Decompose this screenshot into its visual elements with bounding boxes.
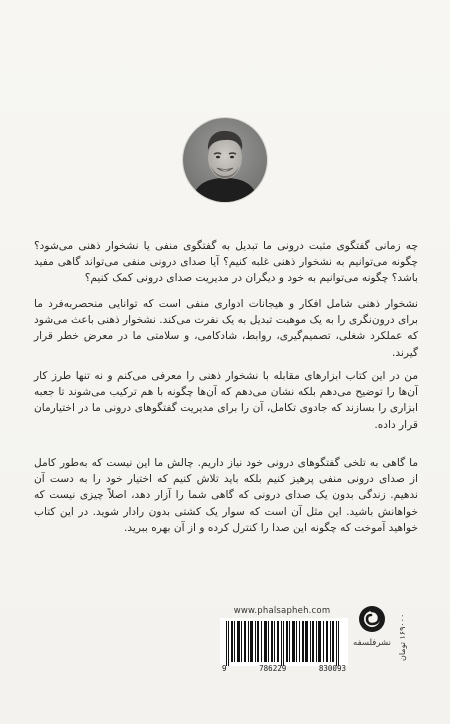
paragraph-tools: من در این کتاب ابزارهای مقابله با نشخوار ذهنی را معرفی می‌کنم و نه تنها طرز کار آن‌ها را توضیح می‌دهم بلکه نشان می‌دهم که آن‌ها چگونه با هم ترکیب می‌شوند تا جعبه ابزاری را بسازند که جادوی تکامل، آن را برای مدیریت گفتگوهای درونی ما در اختیارمان قرار داده. — [34, 370, 418, 431]
paragraph-rumination-definition: نشخوار ذهنی شامل افکار و هیجانات ادواری منفی است که توانایی منحصربه‌فرد ما برای درون‌نگری را به یک موهبت تبدیل به یک نفرت می‌کند. نشخوار ذهنی باعث می‌شود که عملکرد شغلی، تصمیم‌گیری، روابط، شادکامی، و سلامتی ما در معرض خطر قرار گیرند. — [34, 298, 418, 359]
isbn-prefix: 9 — [222, 664, 227, 673]
author-photo-icon — [183, 118, 267, 202]
price-label: ۱۶۹۰۰۰ تومان — [398, 614, 407, 662]
isbn-number — [220, 664, 348, 673]
publisher-logo-icon — [357, 604, 387, 634]
barcode-icon — [220, 618, 348, 666]
publisher-website: www.phalsapheh.com — [233, 606, 331, 616]
isbn-barcode — [220, 618, 348, 666]
cover-footer — [0, 600, 450, 724]
publisher-logo — [352, 604, 392, 654]
isbn-group-2: 830093 — [318, 664, 346, 673]
isbn-group-1: 786229 — [259, 664, 287, 673]
paragraph-inner-voice: ما گاهی به تلخی گفتگوهای درونی خود نیاز داریم. چالش ما این نیست که به‌طور کامل از صدای درونی منفی پرهیز کنیم بلکه باید تلاش کنیم که اختیار خود را به دست آن ندهیم. زندگی بدون یک صدای درونی که گاهی شما را آزار دهد، اصلاً چیزی نیست که خواهانش باشید. این مثل آن است که سوار یک کشتی بدون رادار شوید. در این کتاب خواهید آموخت که چگونه این صدا را کنترل کرده و از آن بهره ببرید. — [34, 457, 418, 534]
author-portrait — [183, 118, 267, 202]
publisher-name: نشرفلسفه — [353, 638, 391, 648]
paragraph-questions: چه زمانی گفتگوی مثبت درونی ما تبدیل به گفتگوی منفی یا نشخوار ذهنی می‌شود؟ چگونه می‌توانیم به نشخوار ذهنی غلبه کنیم؟ آیا صدای درونی منفی می‌تواند گاهی مفید باشد؟ چگونه می‌توانیم به خود و دیگران در مدیریت صدای درونی کمک کنیم؟ — [34, 240, 418, 285]
